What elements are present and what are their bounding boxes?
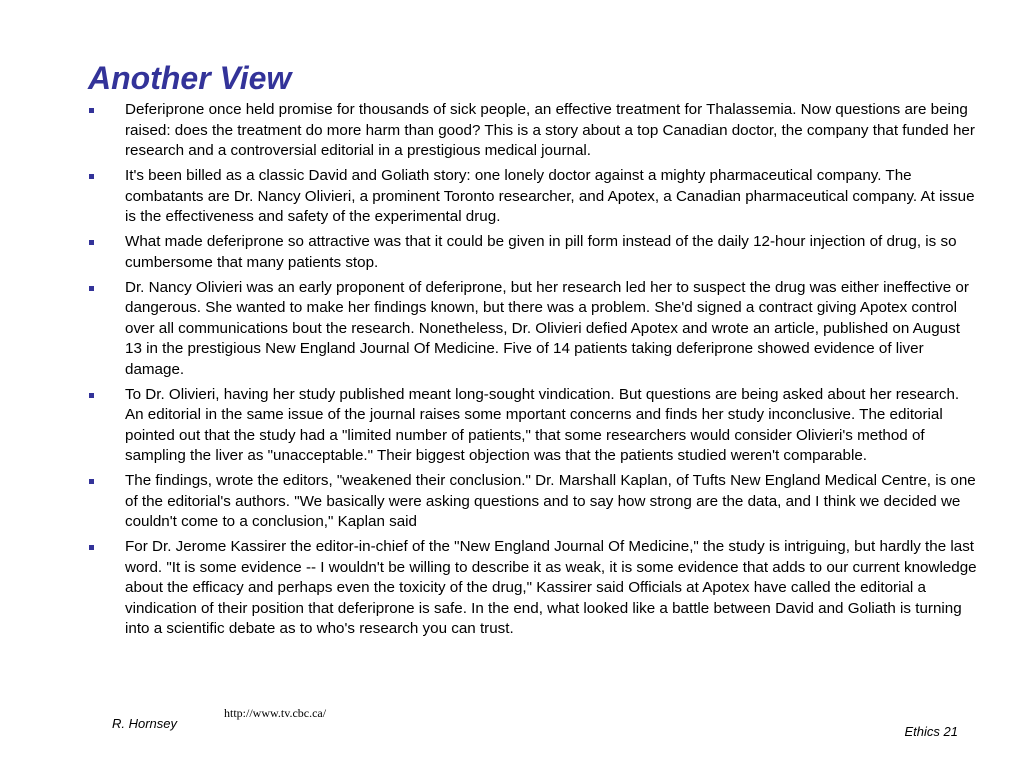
bullet-text: For Dr. Jerome Kassirer the editor-in-chief of the "New England Journal Of Medicine," the study is intriguing, but hardly the last word. "It is some evidence -- I wouldn't be willing to describe it as weak, it is some evidence that adds to our current knowledge about the efficacy and perhaps even the toxicity of the drug," Kassirer said Officials at Apotex have called the editorial a vindication of their position that deferiprone is safe. In the end, what looked like a battle between David and Goliath is turning into a scientific debate as to who's research you can trust. bbox=[125, 538, 977, 637]
bullet-text: The findings, wrote the editors, "weakened their conclusion." Dr. Marshall Kaplan, of Tufts New England Medical Centre, is one of the editorial's authors. "We basically were asking questions and to say how strong are the data, and I think we decided we couldn't come to a conclusion," Kaplan said bbox=[125, 472, 976, 530]
square-bullet-icon bbox=[89, 286, 94, 291]
bullet-item bbox=[88, 278, 980, 381]
bullet-text: It's been billed as a classic David and Goliath story: one lonely doctor against a mighty pharmaceutical company. The combatants are Dr. Nancy Olivieri, a prominent Toronto researcher, and Apotex, a Canadian pharmaceutical company. At issue is the effectiveness and safety of the experimental drug. bbox=[125, 167, 975, 225]
bullet-item bbox=[88, 471, 980, 533]
bullet-text: What made deferiprone so attractive was that it could be given in pill form instead of the daily 12-hour injection of drug, is so cumbersome that many patients stop. bbox=[125, 233, 957, 271]
square-bullet-icon bbox=[89, 240, 94, 245]
bullet-item bbox=[88, 385, 980, 467]
bullet-text: Deferiprone once held promise for thousands of sick people, an effective treatment for Thalassemia. Now questions are being raised: does the treatment do more harm than good? This is a story about a top Canadian doctor, the company that funded her research and a controversial editorial in a prestigious medical journal. bbox=[125, 101, 975, 159]
bullet-item bbox=[88, 232, 980, 273]
square-bullet-icon bbox=[89, 174, 94, 179]
bullet-item bbox=[88, 100, 980, 162]
bullet-text: Dr. Nancy Olivieri was an early proponent of deferiprone, but her research led her to suspect the drug was either ineffective or dangerous. She wanted to make her findings known, but there was a problem. She'd signed a contract giving Apotex control over all communications bout the research. Nonetheless, Dr. Olivieri defied Apotex and wrote an article, published on August 13 in the prestigious New England Journal Of Medicine. Five of 14 patients taking deferiprone showed evidence of liver damage. bbox=[125, 278, 969, 378]
square-bullet-icon bbox=[89, 479, 94, 484]
bullet-item bbox=[88, 537, 980, 640]
slide-number-label: Ethics 21 bbox=[904, 724, 958, 739]
square-bullet-icon bbox=[89, 108, 94, 113]
bullet-text: To Dr. Olivieri, having her study published meant long-sought vindication. But questions are being asked about her research. An editorial in the same issue of the journal raises some mportant concerns and finds her study inconclusive. The editorial pointed out that the study had a "limited number of patients," that some researchers would consider Olivieri's method of sampling the liver as "unacceptable." Their biggest objection was that the patients studied weren't comparable. bbox=[125, 385, 960, 464]
bullet-item bbox=[88, 166, 980, 228]
square-bullet-icon bbox=[89, 545, 94, 550]
slide-title: Another View bbox=[88, 60, 292, 96]
square-bullet-icon bbox=[89, 393, 94, 398]
source-url: http://www.tv.cbc.ca/ bbox=[224, 706, 327, 720]
author-name: R. Hornsey bbox=[112, 716, 178, 731]
bullet-list bbox=[88, 100, 980, 644]
